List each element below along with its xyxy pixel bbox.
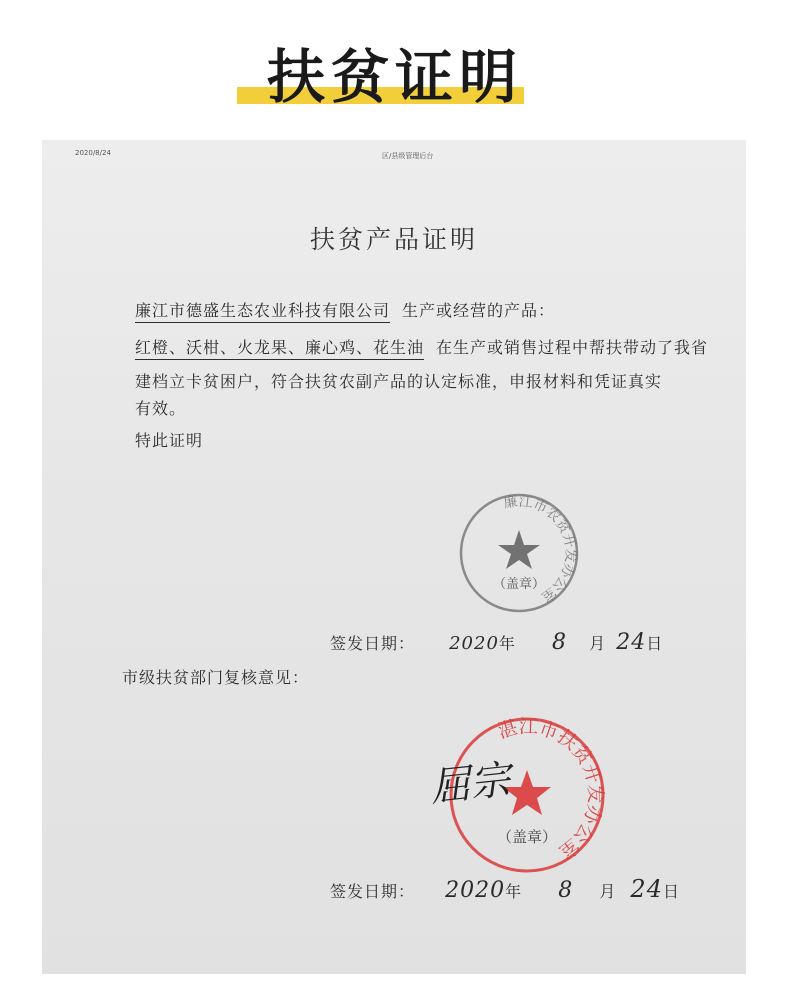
city-seal-label: （盖章）: [496, 828, 558, 846]
print-header: 区/县级管理后台: [382, 152, 434, 160]
date2-year: 2020: [445, 878, 506, 903]
date2-month: 8: [558, 878, 574, 903]
body-line-1: [135, 298, 555, 321]
review-label: 市级扶贫部门复核意见：: [122, 668, 310, 687]
city-seal-ring-text: 湛江市扶贫开发办公室: [495, 715, 607, 864]
county-seal-label: （盖章）: [492, 577, 546, 592]
date1-year-unit: 年: [498, 634, 516, 653]
body-line-3: 有效。: [135, 399, 187, 418]
product-list: 红橙、沃柑、火龙果、廉心鸡、花生油: [135, 338, 424, 360]
products-suffix: 在生产或销售过程中帮扶带动了我省: [436, 338, 709, 357]
date2-day: 24: [630, 875, 663, 903]
body-line-products: [135, 335, 708, 358]
date1-year: 2020: [449, 633, 499, 654]
date1-day-unit: 日: [646, 634, 664, 653]
page-title: 扶贫证明: [266, 43, 523, 111]
closing-text: 特此证明: [135, 431, 204, 450]
issue-date-row-1: [330, 630, 663, 655]
date2-day-unit: 日: [662, 882, 680, 901]
date2-year-unit: 年: [505, 882, 523, 901]
issue-date-row-2: [330, 875, 680, 903]
date2-month-unit: 月: [599, 882, 617, 901]
issue-date-label: 签发日期：: [330, 634, 416, 653]
print-date: 2020/8/24: [75, 149, 111, 157]
county-seal: [454, 488, 584, 618]
county-seal-ring-text: 廉江市农贫开发办公室: [502, 493, 579, 606]
body-line-2: 建档立卡贫困户，符合扶贫农副产品的认定标准，申报材料和凭证真实: [135, 372, 663, 391]
star-icon: [498, 530, 540, 569]
signature: 屈宗: [428, 756, 513, 812]
company-suffix: 生产或经营的产品：: [402, 301, 556, 320]
company-name: 廉江市德盛生态农业科技有限公司: [135, 301, 390, 323]
date1-day: 24: [616, 630, 647, 655]
scanned-document: [42, 140, 746, 974]
issue-date-label-2: 签发日期：: [330, 882, 416, 901]
date1-month-unit: 月: [589, 634, 607, 653]
date1-month: 8: [552, 630, 568, 655]
document-title: 扶贫产品证明: [309, 225, 478, 254]
